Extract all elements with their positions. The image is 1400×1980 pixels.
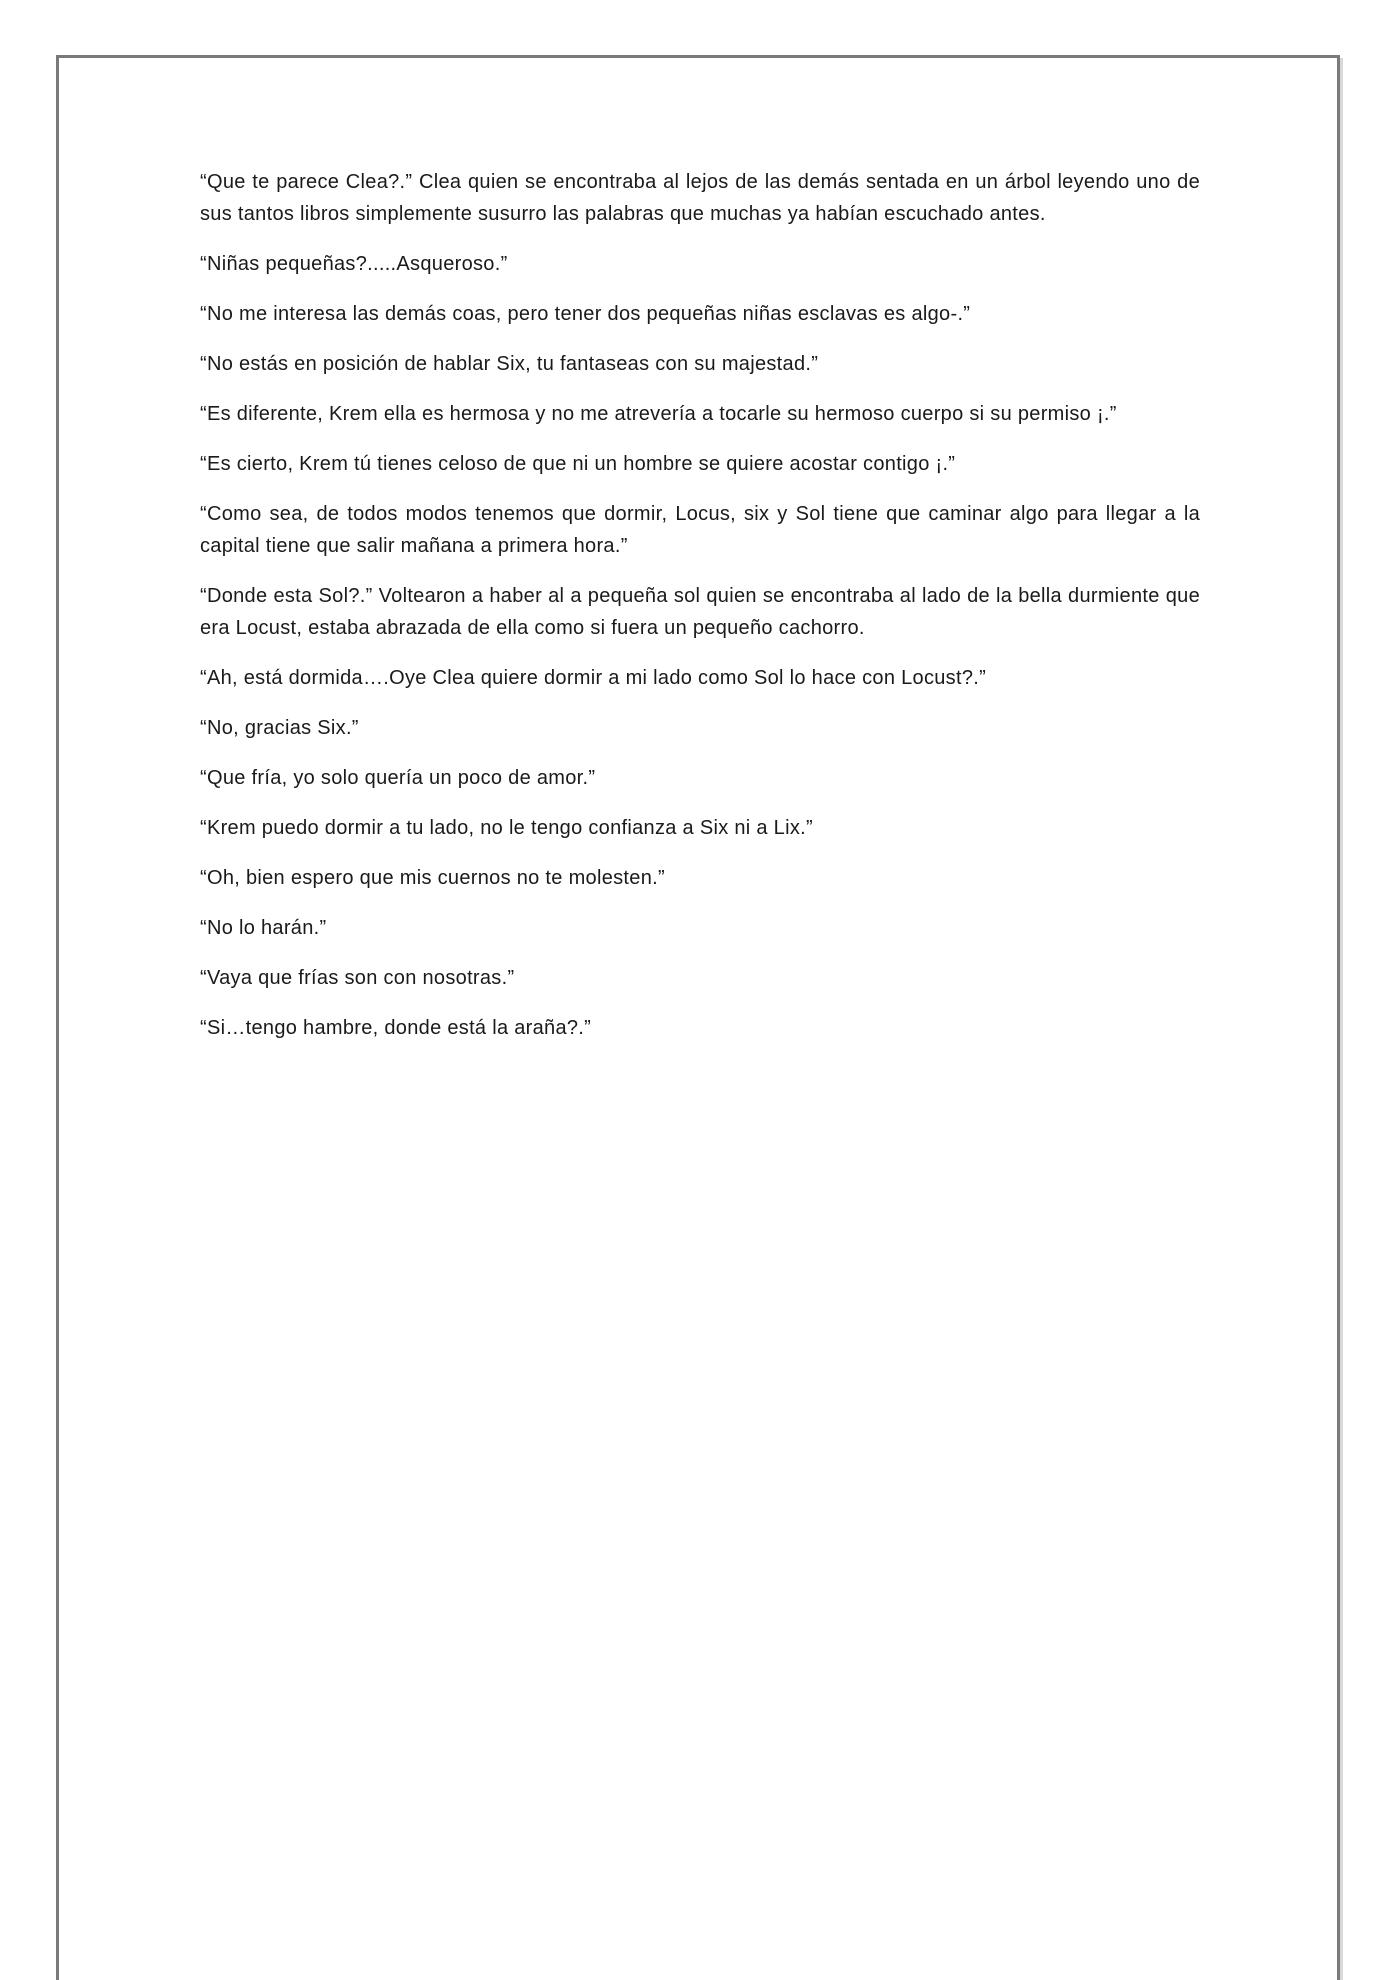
paragraph: “Si…tengo hambre, donde está la araña?.” (200, 1017, 592, 1039)
paragraph: “Donde esta Sol?.” Voltearon a haber al a pequeña sol quien se encontraba al lado de la bella durmiente que era Locust, estaba abrazada de ella como si fuera un pequeño cachorro. (200, 585, 1200, 639)
paragraph: “Ah, está dormida….Oye Clea quiere dormir a mi lado como Sol lo hace con Locust?.” (200, 667, 987, 689)
document-body (200, 166, 1200, 1062)
paragraph: “Que te parece Clea?.” Clea quien se encontraba al lejos de las demás sentada en un árbol leyendo uno de sus tantos libros simplemente susurro las palabras que muchas ya habían escuchado antes. (200, 171, 1200, 225)
paragraph: “Como sea, de todos modos tenemos que dormir, Locus, six y Sol tiene que caminar algo para llegar a la capital tiene que salir mañana a primera hora.” (200, 503, 1200, 557)
paragraph: “Es diferente, Krem ella es hermosa y no me atrevería a tocarle su hermoso cuerpo si su permiso ¡.” (200, 403, 1117, 425)
paragraph: “Vaya que frías son con nosotras.” (200, 967, 515, 989)
paragraph: “Oh, bien espero que mis cuernos no te molesten.” (200, 867, 665, 889)
paragraph: “Niñas pequeñas?.....Asqueroso.” (200, 253, 508, 275)
paragraph: “No estás en posición de hablar Six, tu fantaseas con su majestad.” (200, 353, 819, 375)
paragraph: “Es cierto, Krem tú tienes celoso de que ni un hombre se quiere acostar contigo ¡.” (200, 453, 956, 475)
paragraph: “No lo harán.” (200, 917, 327, 939)
paragraph: “Krem puedo dormir a tu lado, no le tengo confianza a Six ni a Lix.” (200, 817, 813, 839)
paragraph: “No, gracias Six.” (200, 717, 359, 739)
paragraph: “Que fría, yo solo quería un poco de amor.” (200, 767, 596, 789)
paragraph: “No me interesa las demás coas, pero tener dos pequeñas niñas esclavas es algo-.” (200, 303, 971, 325)
